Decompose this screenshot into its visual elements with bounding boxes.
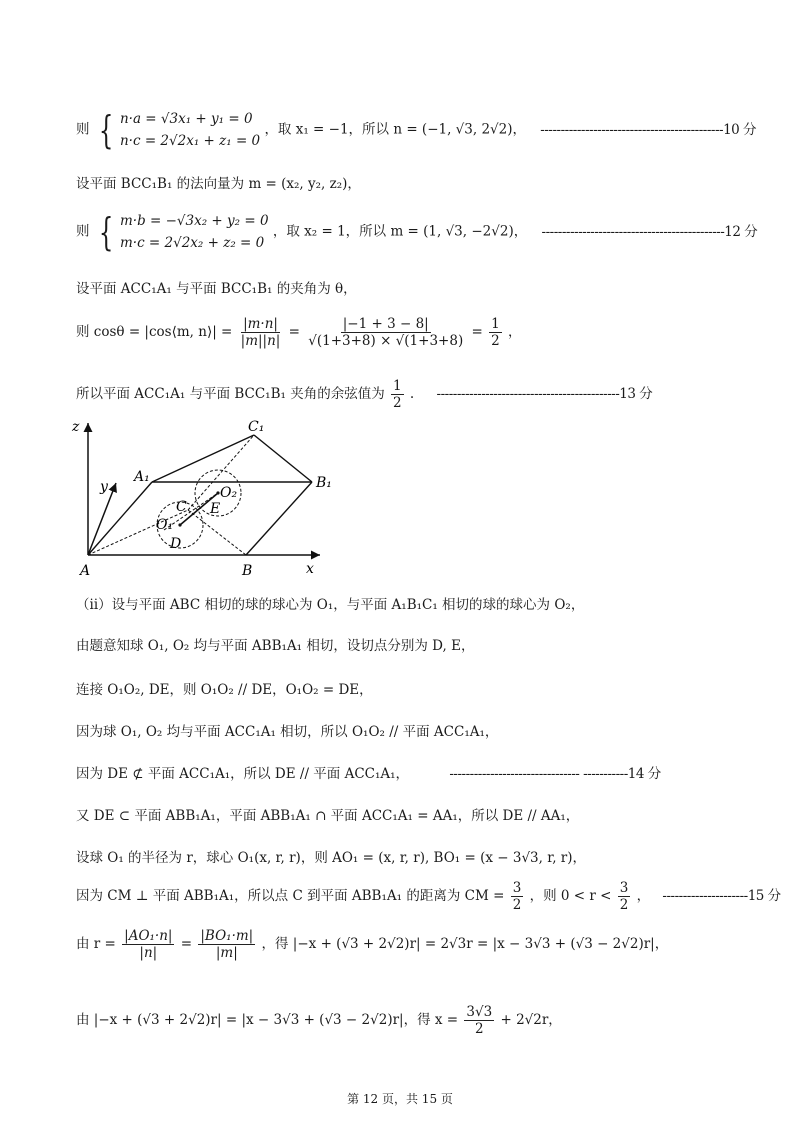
- edge-AA1: [88, 482, 152, 555]
- label-A: A: [80, 563, 91, 579]
- text-prefix: 由 r =: [76, 936, 116, 952]
- text-mid: ，取 x₁ = −1，所以 n = (−1, √3, 2√2)，: [264, 121, 526, 138]
- fraction-numerator: 3: [619, 880, 629, 896]
- fraction-denominator: 2: [491, 333, 500, 349]
- solution-line-scored: [76, 762, 661, 782]
- label-x: x: [306, 561, 314, 577]
- label-A1: A₁: [134, 469, 150, 485]
- fraction: [391, 378, 404, 411]
- text-tail: ，: [508, 324, 522, 340]
- score-mark: ---------------------15 分: [662, 888, 781, 904]
- text-prefix: 则: [76, 121, 90, 138]
- system-eq-1: n·a = √3x₁ + y₁ = 0: [119, 111, 253, 127]
- text-main: 由 |−x + (√3 + 2√2)r| = |x − 3√3 + (√3 − 2√2)r|，得 x =: [76, 1012, 459, 1028]
- fraction-numerator: |BO₁·m|: [200, 928, 254, 944]
- label-y: y: [100, 479, 108, 495]
- fraction-numerator: |m·n|: [243, 316, 278, 332]
- label-C1: C₁: [248, 419, 265, 435]
- label-D: D: [170, 536, 182, 552]
- system-eq-2: n·c = 2√2x₁ + z₁ = 0: [119, 133, 261, 149]
- solution-line-radius: [76, 928, 668, 961]
- label-B1: B₁: [316, 475, 332, 491]
- fraction-denominator: 2: [619, 897, 629, 913]
- fraction-numerator: 1: [393, 378, 402, 394]
- fraction: [464, 1004, 494, 1037]
- text-prefix: 则 cosθ = |cos⟨m, n⟩| =: [76, 324, 233, 340]
- solution-line-normal-n: [76, 108, 756, 152]
- score-mark: -------------------------------- -----------14 分: [449, 766, 661, 782]
- system-eq-2: m·c = 2√2x₂ + z₂ = 0: [119, 235, 265, 251]
- solution-line: 连接 O₁O₂, DE，则 O₁O₂ // DE，O₁O₂ = DE，: [76, 682, 373, 698]
- solution-line: （ⅱ）设与平面 ABC 相切的球的球心为 O₁，与平面 A₁B₁C₁ 相切的球的球心为 O₂，: [76, 597, 585, 613]
- label-O2: O₂: [220, 485, 238, 501]
- fraction-denominator: 2: [474, 1021, 484, 1037]
- text-mid: ，取 x₂ = 1，所以 m = (1, √3, −2√2)，: [272, 223, 528, 240]
- solution-line: 因为球 O₁, O₂ 均与平面 ACC₁A₁ 相切，所以 O₁O₂ // 平面 ACC₁A₁，: [76, 724, 499, 740]
- fraction-numerator: 3: [512, 880, 522, 896]
- fraction: [239, 316, 283, 349]
- score-mark: ---------------------------------------------13 分: [436, 386, 653, 402]
- fraction-denominator: |n|: [139, 945, 158, 961]
- text-main: 因为 DE ⊄ 平面 ACC₁A₁，所以 DE // 平面 ACC₁A₁，: [76, 766, 410, 782]
- equation-system: [94, 108, 260, 152]
- text-tail: + 2√2r，: [500, 1012, 562, 1028]
- fraction-denominator: 2: [393, 395, 402, 411]
- fraction: [511, 880, 524, 913]
- solution-line: 由题意知球 O₁, O₂ 均与平面 ABB₁A₁ 相切，设切点分别为 D, E，: [76, 638, 475, 654]
- solution-line-cos: [76, 316, 522, 349]
- solution-line-normal-m: [76, 210, 757, 254]
- text-tail: ，: [636, 888, 651, 904]
- solution-line: 又 DE ⊂ 平面 ABB₁A₁，平面 ABB₁A₁ ∩ 平面 ACC₁A₁ = AA₁，所以 DE // AA₁，: [76, 808, 580, 824]
- text-main: 所以平面 ACC₁A₁ 与平面 BCC₁B₁ 夹角的余弦值为: [76, 386, 385, 402]
- fraction-numerator: |AO₁·n|: [124, 928, 173, 944]
- label-C: C: [176, 499, 187, 515]
- fraction: [122, 928, 174, 961]
- edge-B1B: [246, 482, 312, 555]
- point-O1: [178, 523, 181, 526]
- fraction: [306, 316, 465, 349]
- score-mark: ---------------------------------------------12 分: [541, 223, 758, 240]
- geometry-diagram: [68, 415, 338, 580]
- solution-line: 设球 O₁ 的半径为 r，球心 O₁(x, r, r)，则 AO₁ = (x, r, r), BO₁ = (x − 3√3, r, r)，: [76, 850, 587, 866]
- solution-line: 设平面 BCC₁B₁ 的法向量为 m = (x₂, y₂, z₂)，: [76, 176, 361, 192]
- text-main: 因为 CM ⊥ 平面 ABB₁A₁，所以点 C 到平面 ABB₁A₁ 的距离为 CM =: [76, 888, 505, 904]
- label-B: B: [242, 563, 253, 579]
- fraction-numerator: |−1 + 3 − 8|: [342, 316, 429, 332]
- equals-sign: =: [288, 324, 300, 340]
- equals-sign: =: [180, 936, 193, 952]
- fraction-denominator: 2: [512, 897, 522, 913]
- edge-C1B1: [254, 435, 312, 482]
- fraction: [618, 880, 631, 913]
- text-mid: ，则 0 < r <: [529, 888, 612, 904]
- fraction-numerator: 1: [491, 316, 500, 332]
- brace-symbol: {: [98, 210, 114, 254]
- solution-line-conclusion: [76, 378, 652, 411]
- solution-line-solve-x: [76, 1004, 562, 1037]
- page-footer: 第 12 页，共 15 页: [347, 1092, 453, 1106]
- fraction-denominator: |m||n|: [240, 333, 281, 349]
- text-tail: .: [409, 386, 415, 402]
- brace-symbol: {: [98, 108, 114, 152]
- system-eq-1: m·b = −√3x₂ + y₂ = 0: [119, 213, 269, 229]
- equation-system: [94, 210, 269, 254]
- equals-sign: =: [471, 324, 483, 340]
- fraction-numerator: 3√3: [466, 1004, 493, 1020]
- fraction-denominator: √(1+3+8) × √(1+3+8): [308, 333, 464, 349]
- solution-line: 设平面 ACC₁A₁ 与平面 BCC₁B₁ 的夹角为 θ，: [76, 281, 357, 297]
- text-prefix: 则: [76, 223, 90, 240]
- text-tail: ，得 |−x + (√3 + 2√2)r| = 2√3r = |x − 3√3 + (√3 − 2√2)r|，: [261, 936, 669, 952]
- solution-line-distance: [76, 880, 781, 913]
- label-E: E: [210, 501, 221, 517]
- fraction: [489, 316, 502, 349]
- label-O1: O₁: [156, 517, 174, 533]
- fraction: [198, 928, 255, 961]
- fraction-denominator: |m|: [215, 945, 238, 961]
- label-z: z: [72, 419, 80, 435]
- score-mark: ---------------------------------------------10 分: [540, 121, 757, 138]
